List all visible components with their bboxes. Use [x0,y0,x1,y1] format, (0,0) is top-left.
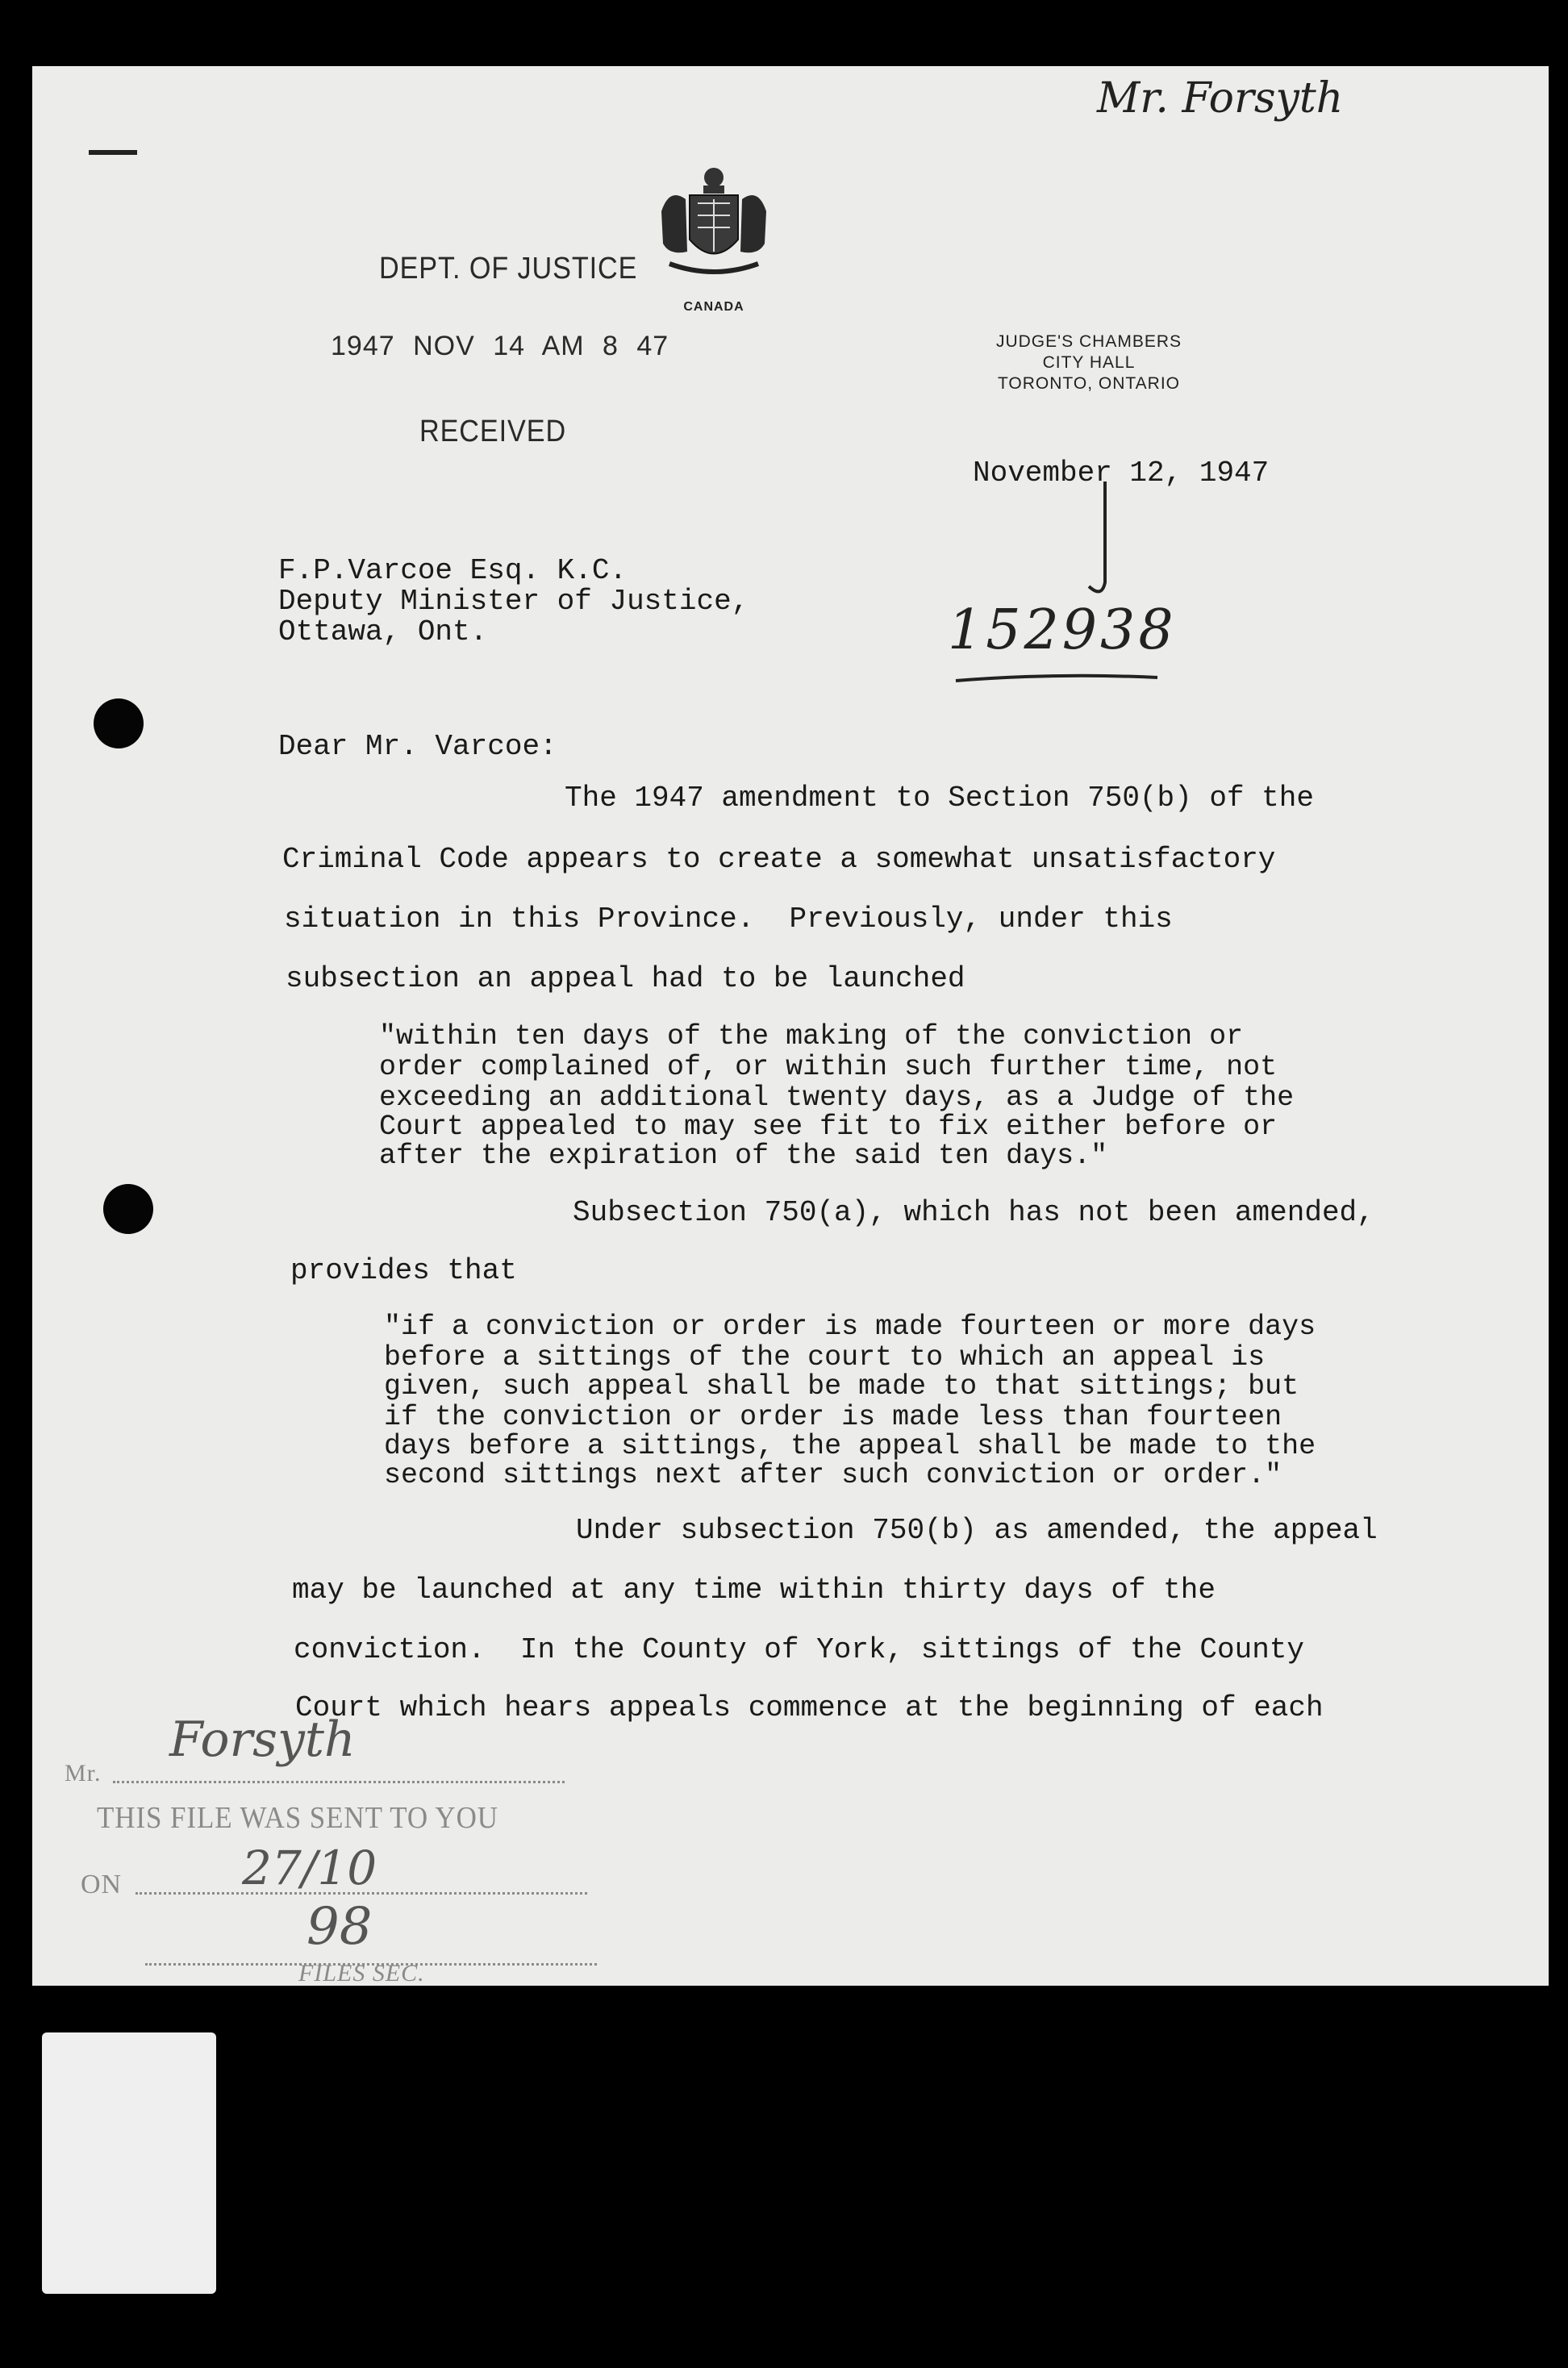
letter-page [32,66,1549,1986]
stamp-date: 1947 NOV 14 AM 8 47 [331,331,669,361]
para1-line4: subsection an appeal had to be launched [286,962,965,995]
para1-line3: situation in this Province. Previously, under this [284,903,1173,936]
file-stamp-mr-name: Forsyth [169,1711,356,1768]
handwritten-recipient: Mr. Forsyth [1097,74,1344,123]
letterhead-line3: TORONTO, ONTARIO [997,374,1180,393]
stamp-received: RECEIVED [419,415,567,448]
quote2-line2: before a sittings of the court to which an appeal is [384,1341,1266,1374]
archive-tab [42,2032,216,2294]
para2-line1: Subsection 750(a), which has not been amended, [573,1196,1374,1229]
addressee-line3: Ottawa, Ont. [278,615,488,648]
quote1-line5: after the expiration of the said ten days." [379,1140,1108,1172]
file-stamp-on-label: ON [81,1870,123,1899]
file-stamp-year: 98 [307,1897,373,1957]
quote2-line5: days before a sittings, the appeal shall be made to the [384,1430,1316,1462]
quote1-line1: "within ten days of the making of the conviction or [379,1020,1244,1053]
addressee-line1: F.P.Varcoe Esq. K.C. [278,554,628,587]
crest-caption: CANADA [683,300,744,314]
quote2-line4: if the conviction or order is made less than fourteen [384,1401,1282,1433]
para3-line2: may be launched at any time within thirty days of the [292,1574,1216,1607]
file-stamp-mr-label: Mr. [65,1760,102,1786]
underline-mark [952,671,1161,687]
check-mark-icon [1073,477,1137,598]
letter-date: November 12, 1947 [973,457,1270,490]
quote1-line4: Court appealed to may see fit to fix either before or [379,1111,1278,1143]
quote1-line3: exceeding an additional twenty days, as a Judge of the [379,1082,1295,1114]
file-stamp-on-date: 27/10 [242,1841,377,1895]
file-stamp-sent-line: THIS FILE WAS SENT TO YOU [97,1801,498,1835]
letterhead-line1: JUDGE'S CHAMBERS [995,332,1182,351]
corner-mark [89,150,137,155]
para3-line3: conviction. In the County of York, sittings of the County [294,1633,1305,1666]
handwritten-file-number: 152938 [948,598,1177,662]
quote2-line3: given, such appeal shall be made to that sittings; but [384,1370,1299,1403]
coat-of-arms-icon [653,163,774,292]
addressee-line2: Deputy Minister of Justice, [278,585,749,618]
punch-hole-lower [103,1184,153,1234]
file-stamp-mr-dots [113,1781,565,1783]
para3-line1: Under subsection 750(b) as amended, the appeal [576,1514,1378,1547]
quote1-line2: order complained of, or within such further time, not [379,1051,1278,1083]
letterhead-line2: CITY HALL [1042,353,1136,372]
stamp-dept: DEPT. OF JUSTICE [379,252,638,286]
para3-line4: Court which hears appeals commence at the beginning of each [295,1691,1324,1724]
file-stamp-files-sec: FILES SEC. [298,1960,425,1986]
para2-line2: provides that [290,1254,517,1287]
salutation: Dear Mr. Varcoe: [278,730,557,763]
quote2-line6: second sittings next after such conviction or order." [384,1459,1282,1491]
punch-hole-upper [94,698,144,748]
para1-line1: The 1947 amendment to Section 750(b) of the [565,782,1314,815]
quote2-line1: "if a conviction or order is made fourteen or more days [384,1311,1316,1343]
para1-line2: Criminal Code appears to create a somewhat unsatisfactory [282,843,1276,876]
